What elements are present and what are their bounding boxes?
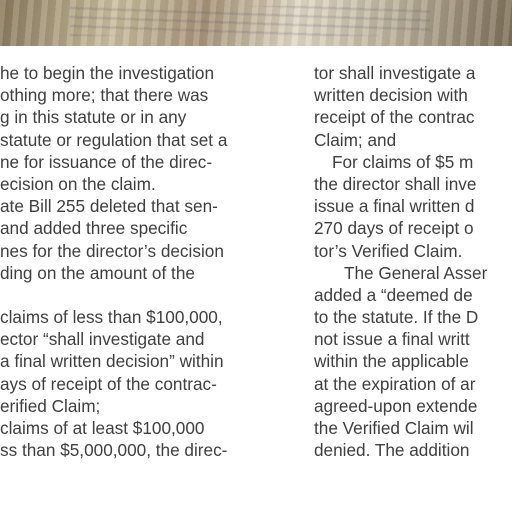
- text-line: nes for the director’s decision: [0, 240, 224, 261]
- paragraph-start-line: The General Asser: [344, 262, 488, 283]
- text-line: tor’s Verified Claim.: [314, 240, 463, 261]
- text-line: ss than $5,000,000, the direc-: [0, 440, 228, 461]
- text-line: and added three specific: [0, 218, 188, 239]
- text-line: statute or regulation that set a: [0, 129, 228, 150]
- left-text-column: [0, 62, 272, 461]
- text-line: the director shall inve: [314, 173, 477, 194]
- text-line: erified Claim;: [0, 395, 101, 416]
- text-line: 270 days of receipt o: [314, 218, 474, 239]
- text-line: to the statute. If the D: [314, 307, 479, 328]
- blank-line: [0, 284, 272, 306]
- handwritten-document-image: [70, 6, 430, 36]
- text-line: ding on the amount of the: [0, 262, 195, 283]
- text-line: claims of less than $100,000,: [0, 307, 223, 328]
- header-photo: [0, 0, 512, 46]
- text-line: not issue a final writt: [314, 329, 470, 350]
- text-line: at the expiration of ar: [314, 373, 476, 394]
- text-line: denied. The addition: [314, 440, 470, 461]
- text-line: ecision on the claim.: [0, 173, 156, 194]
- right-text-column: [314, 62, 512, 461]
- text-line: claims of at least $100,000: [0, 418, 205, 438]
- paragraph-start-line: For claims of $5 m: [332, 151, 474, 172]
- text-line: a final written decision” within: [0, 351, 224, 372]
- text-line: g in this statute or in any: [0, 107, 187, 128]
- text-line: receipt of the contrac: [314, 107, 475, 128]
- text-line: within the applicable: [314, 351, 469, 372]
- text-line: ays of receipt of the contrac-: [0, 373, 217, 394]
- text-line: he to begin the investigation: [0, 63, 215, 83]
- text-line: the Verified Claim wil: [314, 418, 474, 438]
- text-line: ate Bill 255 deleted that sen-: [0, 196, 218, 217]
- text-line: added a “deemed de: [314, 284, 473, 305]
- text-line: agreed-upon extende: [314, 395, 478, 416]
- text-line: ne for issuance of the direc-: [0, 151, 213, 172]
- text-line: written decision with: [314, 85, 468, 106]
- text-line: tor shall investigate a: [314, 63, 476, 83]
- text-line: issue a final written d: [314, 196, 475, 217]
- text-line: ector “shall investigate and: [0, 329, 205, 350]
- text-line: Claim; and: [314, 129, 397, 150]
- text-line: othing more; that there was: [0, 85, 209, 106]
